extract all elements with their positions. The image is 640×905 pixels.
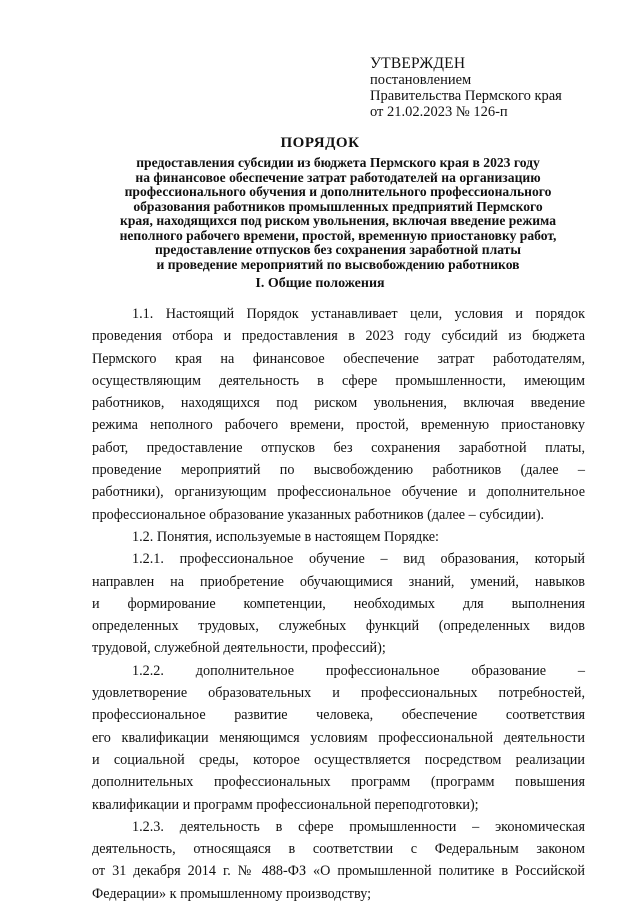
paragraph-line: 1.2. Понятия, используемые в настоящем Порядке: — [132, 528, 439, 545]
paragraph-line: направлен на приобретение обучающимися знаний, умений, навыков — [92, 573, 585, 590]
paragraph-line: 1.2.3. деятельность в сфере промышленности – экономическая — [132, 818, 585, 835]
paragraph-line: Федерации» к промышленному производству; — [92, 885, 372, 902]
paragraph-line: деятельность, относящаяся в соответствии с Федеральным законом — [92, 841, 585, 858]
paragraph-line: определенных трудовых, служебных функций (определенных видов — [92, 618, 585, 635]
paragraph-line: удовлетворение образовательных и профессиональных потребностей, — [92, 685, 585, 702]
paragraph-line: режима неполного рабочего времени, простой, временную приостановку — [92, 417, 585, 434]
approval-stamp-line: Правительства Пермского края — [370, 88, 562, 104]
paragraph-line: и социальной среды, которое осуществляется посредством реализации — [92, 751, 585, 768]
document-subtitle — [92, 156, 584, 272]
subtitle-line: края, находящихся под риском увольнения, включая введение режима — [119, 213, 556, 228]
approval-stamp — [370, 56, 620, 120]
subtitle-line: образования работников промышленных предприятий Пермского — [133, 198, 543, 214]
paragraph-line: работ, предоставление отпусков без сохранения заработной платы, — [92, 439, 585, 456]
body-text — [92, 303, 585, 905]
approval-stamp-line: постановлением — [370, 72, 472, 88]
paragraph-line: профессиональное развитие человека, обеспечение соответствия — [92, 707, 585, 724]
paragraph-line: работники), организующим профессиональное обучение и дополнительное — [92, 484, 585, 501]
paragraph-line: трудовой, служебной деятельности, профессий); — [92, 640, 386, 657]
paragraph-line: 1.2.2. дополнительное профессиональное образование – — [132, 662, 585, 679]
paragraph-line: квалификации и программ профессиональной переподготовки); — [92, 796, 479, 813]
paragraph-line: Пермского края на финансовое обеспечение затрат работодателям, — [92, 350, 585, 367]
subtitle-line: на финансовое обеспечение затрат работодателей на организацию — [135, 169, 541, 185]
paragraph-line: профессиональное образование указанных работников (далее – субсидии). — [92, 506, 545, 523]
subtitle-line: и проведение мероприятий по высвобождению работников — [156, 256, 520, 272]
paragraph-line: 1.2.1. профессиональное обучение – вид образования, который — [132, 551, 585, 568]
paragraph-line: проведение мероприятий по высвобождению работников (далее – — [92, 462, 585, 479]
paragraph-line: 1.1. Настоящий Порядок устанавливает цели, условия и порядок — [132, 306, 585, 322]
document-title: ПОРЯДОК — [280, 135, 360, 151]
paragraph-line: его квалификации меняющимся условиям профессиональной деятельности — [92, 729, 585, 746]
subtitle-line: профессионального обучения и дополнительного профессионального — [124, 184, 552, 199]
subtitle-line: предоставление отпусков без сохранения заработной платы — [155, 242, 521, 257]
subtitle-line: предоставления субсидии из бюджета Пермского края в 2023 году — [136, 155, 540, 170]
paragraph-line: осуществляющим деятельность в сфере промышленности, имеющим — [92, 372, 585, 389]
approval-stamp-title: УТВЕРЖДЕН — [370, 55, 466, 72]
subtitle-line: неполного рабочего времени, простой, временную приостановку работ, — [119, 227, 557, 243]
paragraph-line: проведения отбора и предоставления в 2023 году субсидий из бюджета — [92, 328, 585, 345]
paragraph-line: работников, находящихся под риском увольнения, включая введение — [92, 395, 585, 412]
paragraph-line: и формирование компетенции, необходимых для выполнения — [92, 595, 585, 612]
paragraph-line: от 31 декабря 2014 г. № 488-ФЗ «О промышленной политике в Российской — [92, 863, 585, 880]
approval-stamp-line: от 21.02.2023 № 126-п — [370, 104, 508, 120]
section-heading: I. Общие положения — [255, 276, 385, 291]
paragraph-line: дополнительных профессиональных программ (программ повышения — [92, 774, 585, 791]
